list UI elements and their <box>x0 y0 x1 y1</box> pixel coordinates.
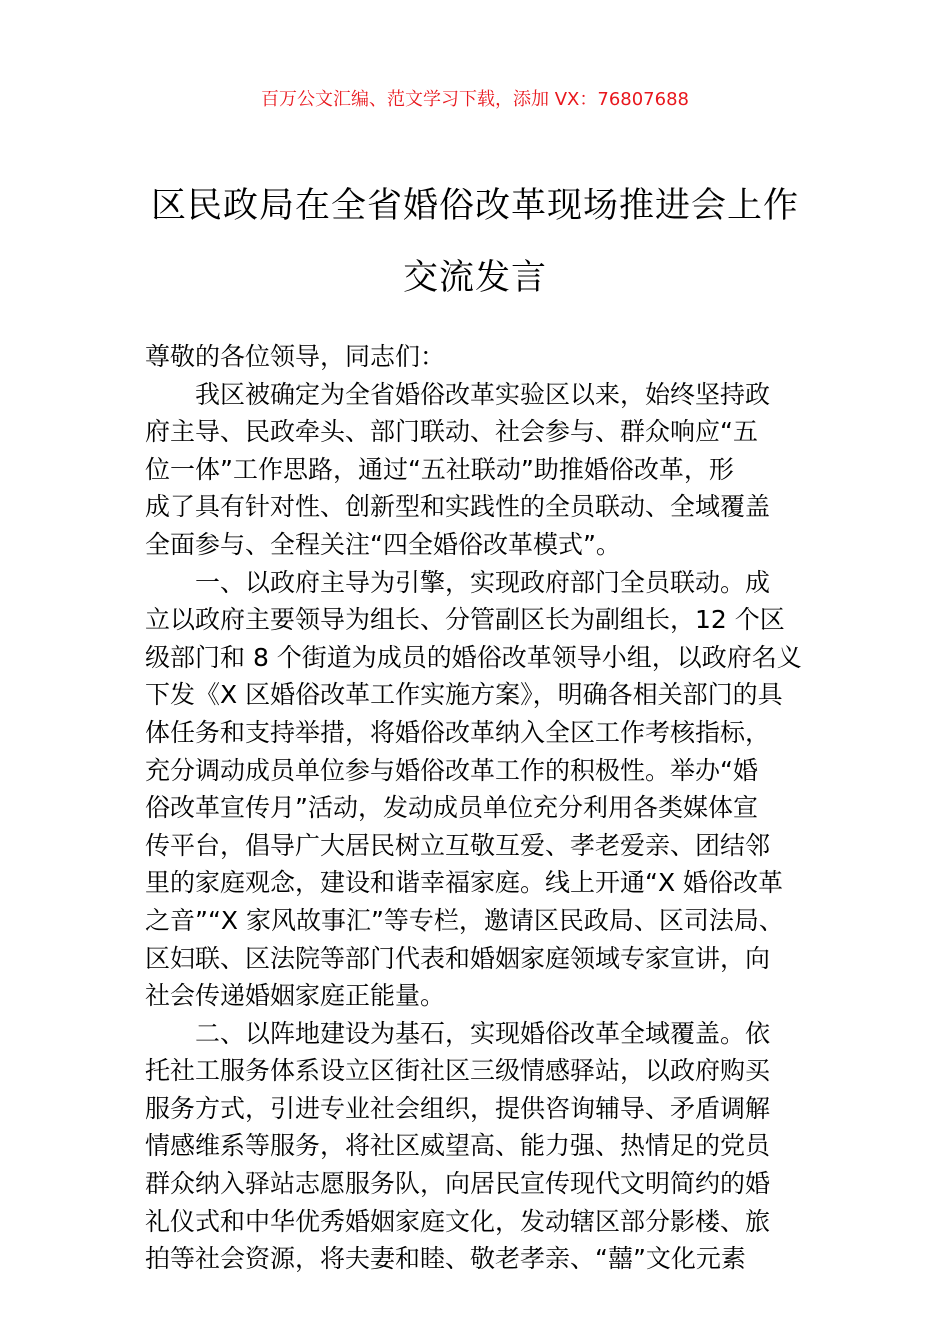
section-heading-line: 一、以政府主导为引擎，实现政府部门全员联动。成 <box>195 567 771 597</box>
paragraph-line: 俗改革宣传月”活动，发动成员单位充分利用各类媒体宣 <box>145 793 758 823</box>
paragraph-line: 托社工服务体系设立区街社区三级情感驿站，以政府购买 <box>145 1056 771 1086</box>
document-title-line-2: 交流发言 <box>402 258 547 298</box>
paragraph-line: 里的家庭观念，建设和谐幸福家庭。线上开通“X 婚俗改革 <box>145 868 784 898</box>
document-title-line-1: 区民政局在全省婚俗改革现场推进会上作 <box>150 186 799 226</box>
paragraph-line: 充分调动成员单位参与婚俗改革工作的积极性。举办“婚 <box>145 755 758 785</box>
paragraph-line: 府主导、民政牵头、部门联动、社会参与、群众响应“五 <box>145 417 758 447</box>
section-heading-line: 二、以阵地建设为基石，实现婚俗改革全域覆盖。依 <box>195 1018 771 1048</box>
document-body <box>145 338 813 1278</box>
paragraph-line: 全面参与、全程关注“四全婚俗改革模式”。 <box>145 529 621 559</box>
paragraph-line: 拍等社会资源，将夫妻和睦、敬老孝亲、“囍”文化元素 <box>145 1244 746 1274</box>
paragraph-line: 我区被确定为全省婚俗改革实验区以来，始终坚持政 <box>195 379 771 409</box>
paragraph-line: 区妇联、区法院等部门代表和婚姻家庭领域专家宣讲，向 <box>145 943 771 973</box>
paragraph-line: 服务方式，引进专业社会组织，提供咨询辅导、矛盾调解 <box>145 1093 771 1123</box>
paragraph-line: 礼仪式和中华优秀婚姻家庭文化，发动辖区部分影楼、旅 <box>145 1206 771 1236</box>
paragraph-line: 群众纳入驿站志愿服务队，向居民宣传现代文明简约的婚 <box>145 1169 771 1199</box>
paragraph-line: 立以政府主要领导为组长、分管副区长为副组长，12 个区 <box>145 605 785 635</box>
paragraph-line: 社会传递婚姻家庭正能量。 <box>145 981 446 1011</box>
paragraph-line: 传平台，倡导广大居民树立互敬互爱、孝老爱亲、团结邻 <box>145 830 771 860</box>
paragraph-line: 之音”“X 家风故事汇”等专栏，邀请区民政局、区司法局、 <box>145 905 784 935</box>
paragraph-line: 情感维系等服务，将社区威望高、能力强、热情足的党员 <box>145 1131 771 1161</box>
paragraph-line: 成了具有针对性、创新型和实践性的全员联动、全域覆盖 <box>145 492 771 522</box>
paragraph-line: 体任务和支持举措，将婚俗改革纳入全区工作考核指标， <box>145 717 771 747</box>
watermark-header: 百万公文汇编、范文学习下载，添加 VX：76807688 <box>261 89 689 110</box>
paragraph-line: 下发《X 区婚俗改革工作实施方案》，明确各相关部门的具 <box>145 680 783 710</box>
salutation: 尊敬的各位领导，同志们： <box>145 342 446 371</box>
paragraph-line: 位一体”工作思路，通过“五社联动”助推婚俗改革，形 <box>145 454 734 484</box>
paragraph-line: 级部门和 8 个街道为成员的婚俗改革领导小组，以政府名义 <box>145 642 802 672</box>
